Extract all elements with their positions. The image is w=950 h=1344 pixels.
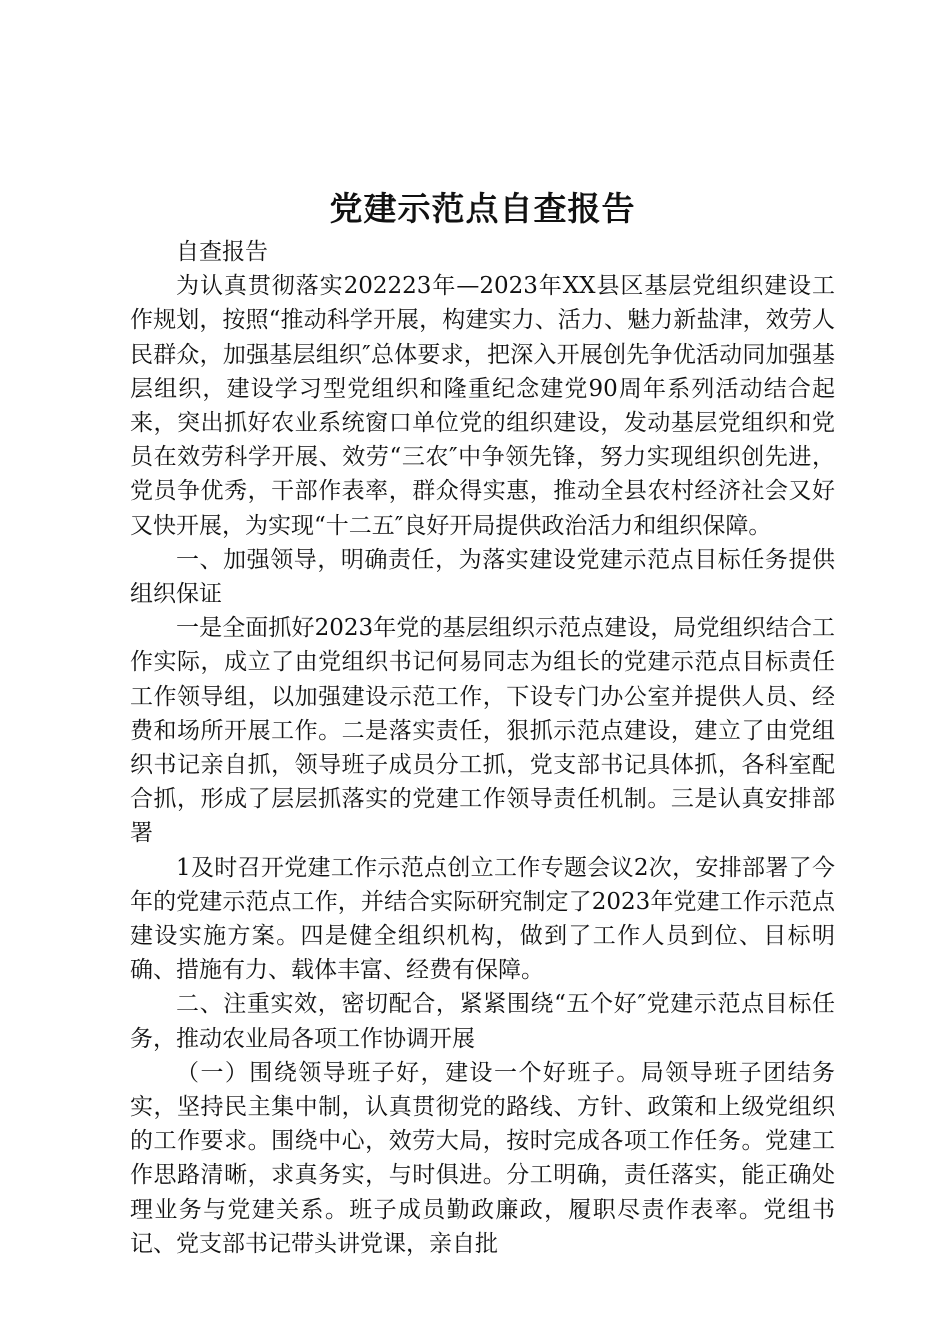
paragraph-section-1-body: 一是全面抓好2023年党的基层组织示范点建设，局党组织结合工作实际，成立了由党组织书记何易同志为组长的党建示范点目标责任工作领导组，以加强建设示范工作，下设专门办公室并提供人员、经费和场所开展工作。二是落实责任，狠抓示范点建设，建立了由党组织书记亲自抓，领导班子成员分工抓，党支部书记具体抓，各科室配合抓，形成了层层抓落实的党建工作领导责任机制。三是认真安排部署 xyxy=(130,615,835,847)
paragraph-heading-label: 自查报告 xyxy=(176,239,268,265)
section-heading-2: 二、注重实效，密切配合，紧紧围绕“五个好″党建示范点目标任务，推动农业局各项工作协调开展 xyxy=(130,991,835,1052)
paragraph-section-2-body: （一）围绕领导班子好，建设一个好班子。局领导班子团结务实，坚持民主集中制，认真贯彻党的路线、方针、政策和上级党组织的工作要求。围绕中心，效劳大局，按时完成各项工作任务。党建工作思路清晰，求真务实，与时俱进。分工明确，责任落实，能正确处理业务与党建关系。班子成员勤政廉政，履职尽责作表率。党组书记、党支部书记带头讲党课，亲自批 xyxy=(130,1059,835,1257)
document-title: 党建示范点自查报告 xyxy=(329,189,636,228)
document-page xyxy=(130,185,835,1261)
section-heading-1: 一、加强领导，明确责任，为落实建设党建示范点目标任务提供组织保证 xyxy=(130,546,835,608)
paragraph-intro: 为认真贯彻落实202223年—2023年XX县区基层党组织建设工作规划，按照“推动科学开展，构建实力、活力、魅力新盐津，效劳人民群众，加强基层组织″总体要求，把深入开展创先争优活动同加强基层组织，建设学习型党组织和隆重纪念建党90周年系列活动结合起来，突出抓好农业系统窗口单位党的组织建设，发动基层党组织和党员在效劳科学开展、效劳“三农″中争领先锋，努力实现组织创先进，党员争优秀，干部作表率，群众得实惠，推动全县农村经济社会又好又快开展，为实现“十二五″良好开局提供政治活力和组织保障。 xyxy=(130,273,835,539)
paragraph-section-1-item: 1及时召开党建工作示范点创立工作专题会议2次，安排部署了今年的党建示范点工作，并结合实际研究制定了2023年党建工作示范点建设实施方案。四是健全组织机构，做到了工作人员到位、目标明确、措施有力、载体丰富、经费有保障。 xyxy=(130,854,835,984)
